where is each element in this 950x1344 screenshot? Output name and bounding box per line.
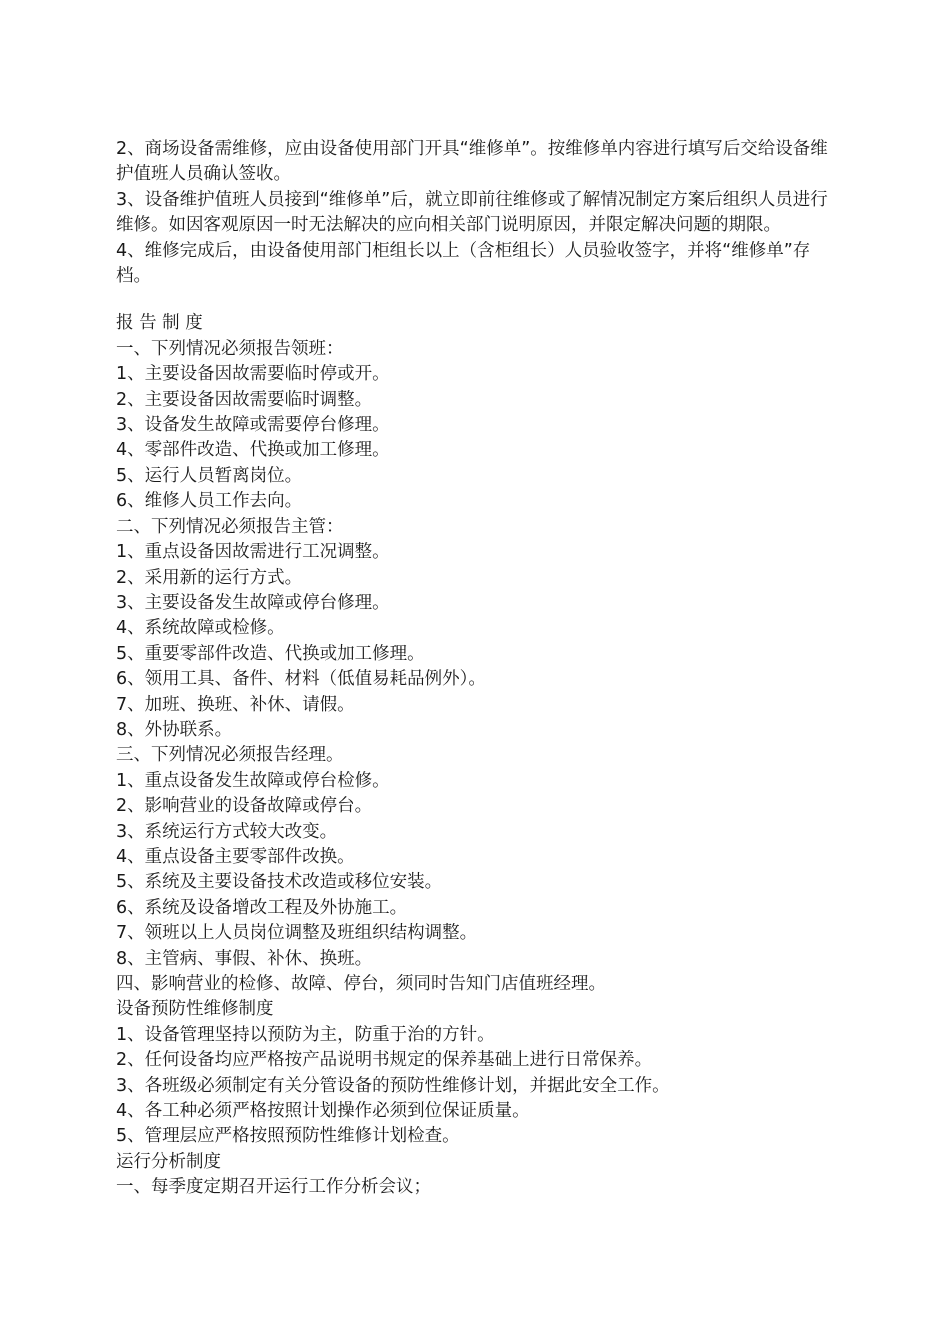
analysis-section-lines [116,1175,832,1200]
report-line: 一、下列情况必须报告领班： [116,338,344,359]
report-line: 4、重点设备主要零部件改换。 [116,846,355,867]
report-line: 3、系统运行方式较大改变。 [116,821,338,842]
report-line: 4、系统故障或检修。 [116,618,285,639]
preventive-line: 4、各工种必须严格按照计划操作必须到位保证质量。 [116,1101,530,1122]
report-line: 4、零部件改造、代换或加工修理。 [116,440,390,461]
preventive-line: 5、管理层应严格按照预防性维修计划检查。 [116,1126,460,1147]
report-line: 3、主要设备发生故障或停台修理。 [116,592,390,613]
report-line: 1、重点设备发生故障或停台检修。 [116,770,390,791]
report-line: 6、系统及设备增改工程及外协施工。 [116,897,408,918]
repair-item-3: 3、设备维护值班人员接到“维修单”后，就立即前往维修或了解情况制定方案后组织人员进行维修。如因客观原因一时无法解决的应向相关部门说明原因，并限定解决问题的期限。 [116,189,828,236]
report-line: 6、维修人员工作去向。 [116,491,303,512]
report-line: 1、重点设备因故需进行工况调整。 [116,542,390,563]
report-line: 8、外协联系。 [116,719,233,740]
analysis-line: 一、每季度定期召开运行工作分析会议； [116,1177,431,1198]
preventive-line: 3、各班级必须制定有关分管设备的预防性维修计划，并据此安全工作。 [116,1075,670,1096]
preventive-section-title: 设备预防性维修制度 [116,999,274,1020]
report-line: 7、领班以上人员岗位调整及班组织结构调整。 [116,923,478,944]
report-section-lines [116,337,832,998]
document-body [116,137,832,1201]
report-line: 2、采用新的运行方式。 [116,567,303,588]
report-section-title: 报 告 制 度 [116,313,203,334]
report-line: 三、下列情况必须报告经理。 [116,745,344,766]
preventive-section-lines [116,1023,832,1150]
report-line: 8、主管病、事假、补休、换班。 [116,948,373,969]
report-line: 5、系统及主要设备技术改造或移位安装。 [116,872,443,893]
section-gap [116,289,832,311]
report-line: 5、重要零部件改造、代换或加工修理。 [116,643,425,664]
report-line: 3、设备发生故障或需要停台修理。 [116,415,390,436]
analysis-section-title: 运行分析制度 [116,1151,221,1172]
repair-item-4: 4、维修完成后，由设备使用部门柜组长以上（含柜组长）人员验收签字，并将“维修单”存档。 [116,240,811,287]
report-line: 7、加班、换班、补休、请假。 [116,694,355,715]
report-line: 6、领用工具、备件、材料（低值易耗品例外）。 [116,669,486,690]
report-line: 四、影响营业的检修、故障、停台，须同时告知门店值班经理。 [116,974,606,994]
report-line: 2、主要设备因故需要临时调整。 [116,389,373,410]
report-line: 2、影响营业的设备故障或停台。 [116,796,373,817]
report-line: 1、主要设备因故需要临时停或开。 [116,364,390,385]
repair-item-2: 2、商场设备需维修，应由设备使用部门开具“维修单”。按维修单内容进行填写后交给设备维护值班人员确认签收。 [116,139,828,185]
preventive-line: 1、设备管理坚持以预防为主，防重于治的方针。 [116,1024,495,1045]
report-line: 二、下列情况必须报告主管： [116,516,344,537]
preventive-line: 2、任何设备均应严格按产品说明书规定的保养基础上进行日常保养。 [116,1050,653,1071]
report-line: 5、运行人员暂离岗位。 [116,465,303,486]
